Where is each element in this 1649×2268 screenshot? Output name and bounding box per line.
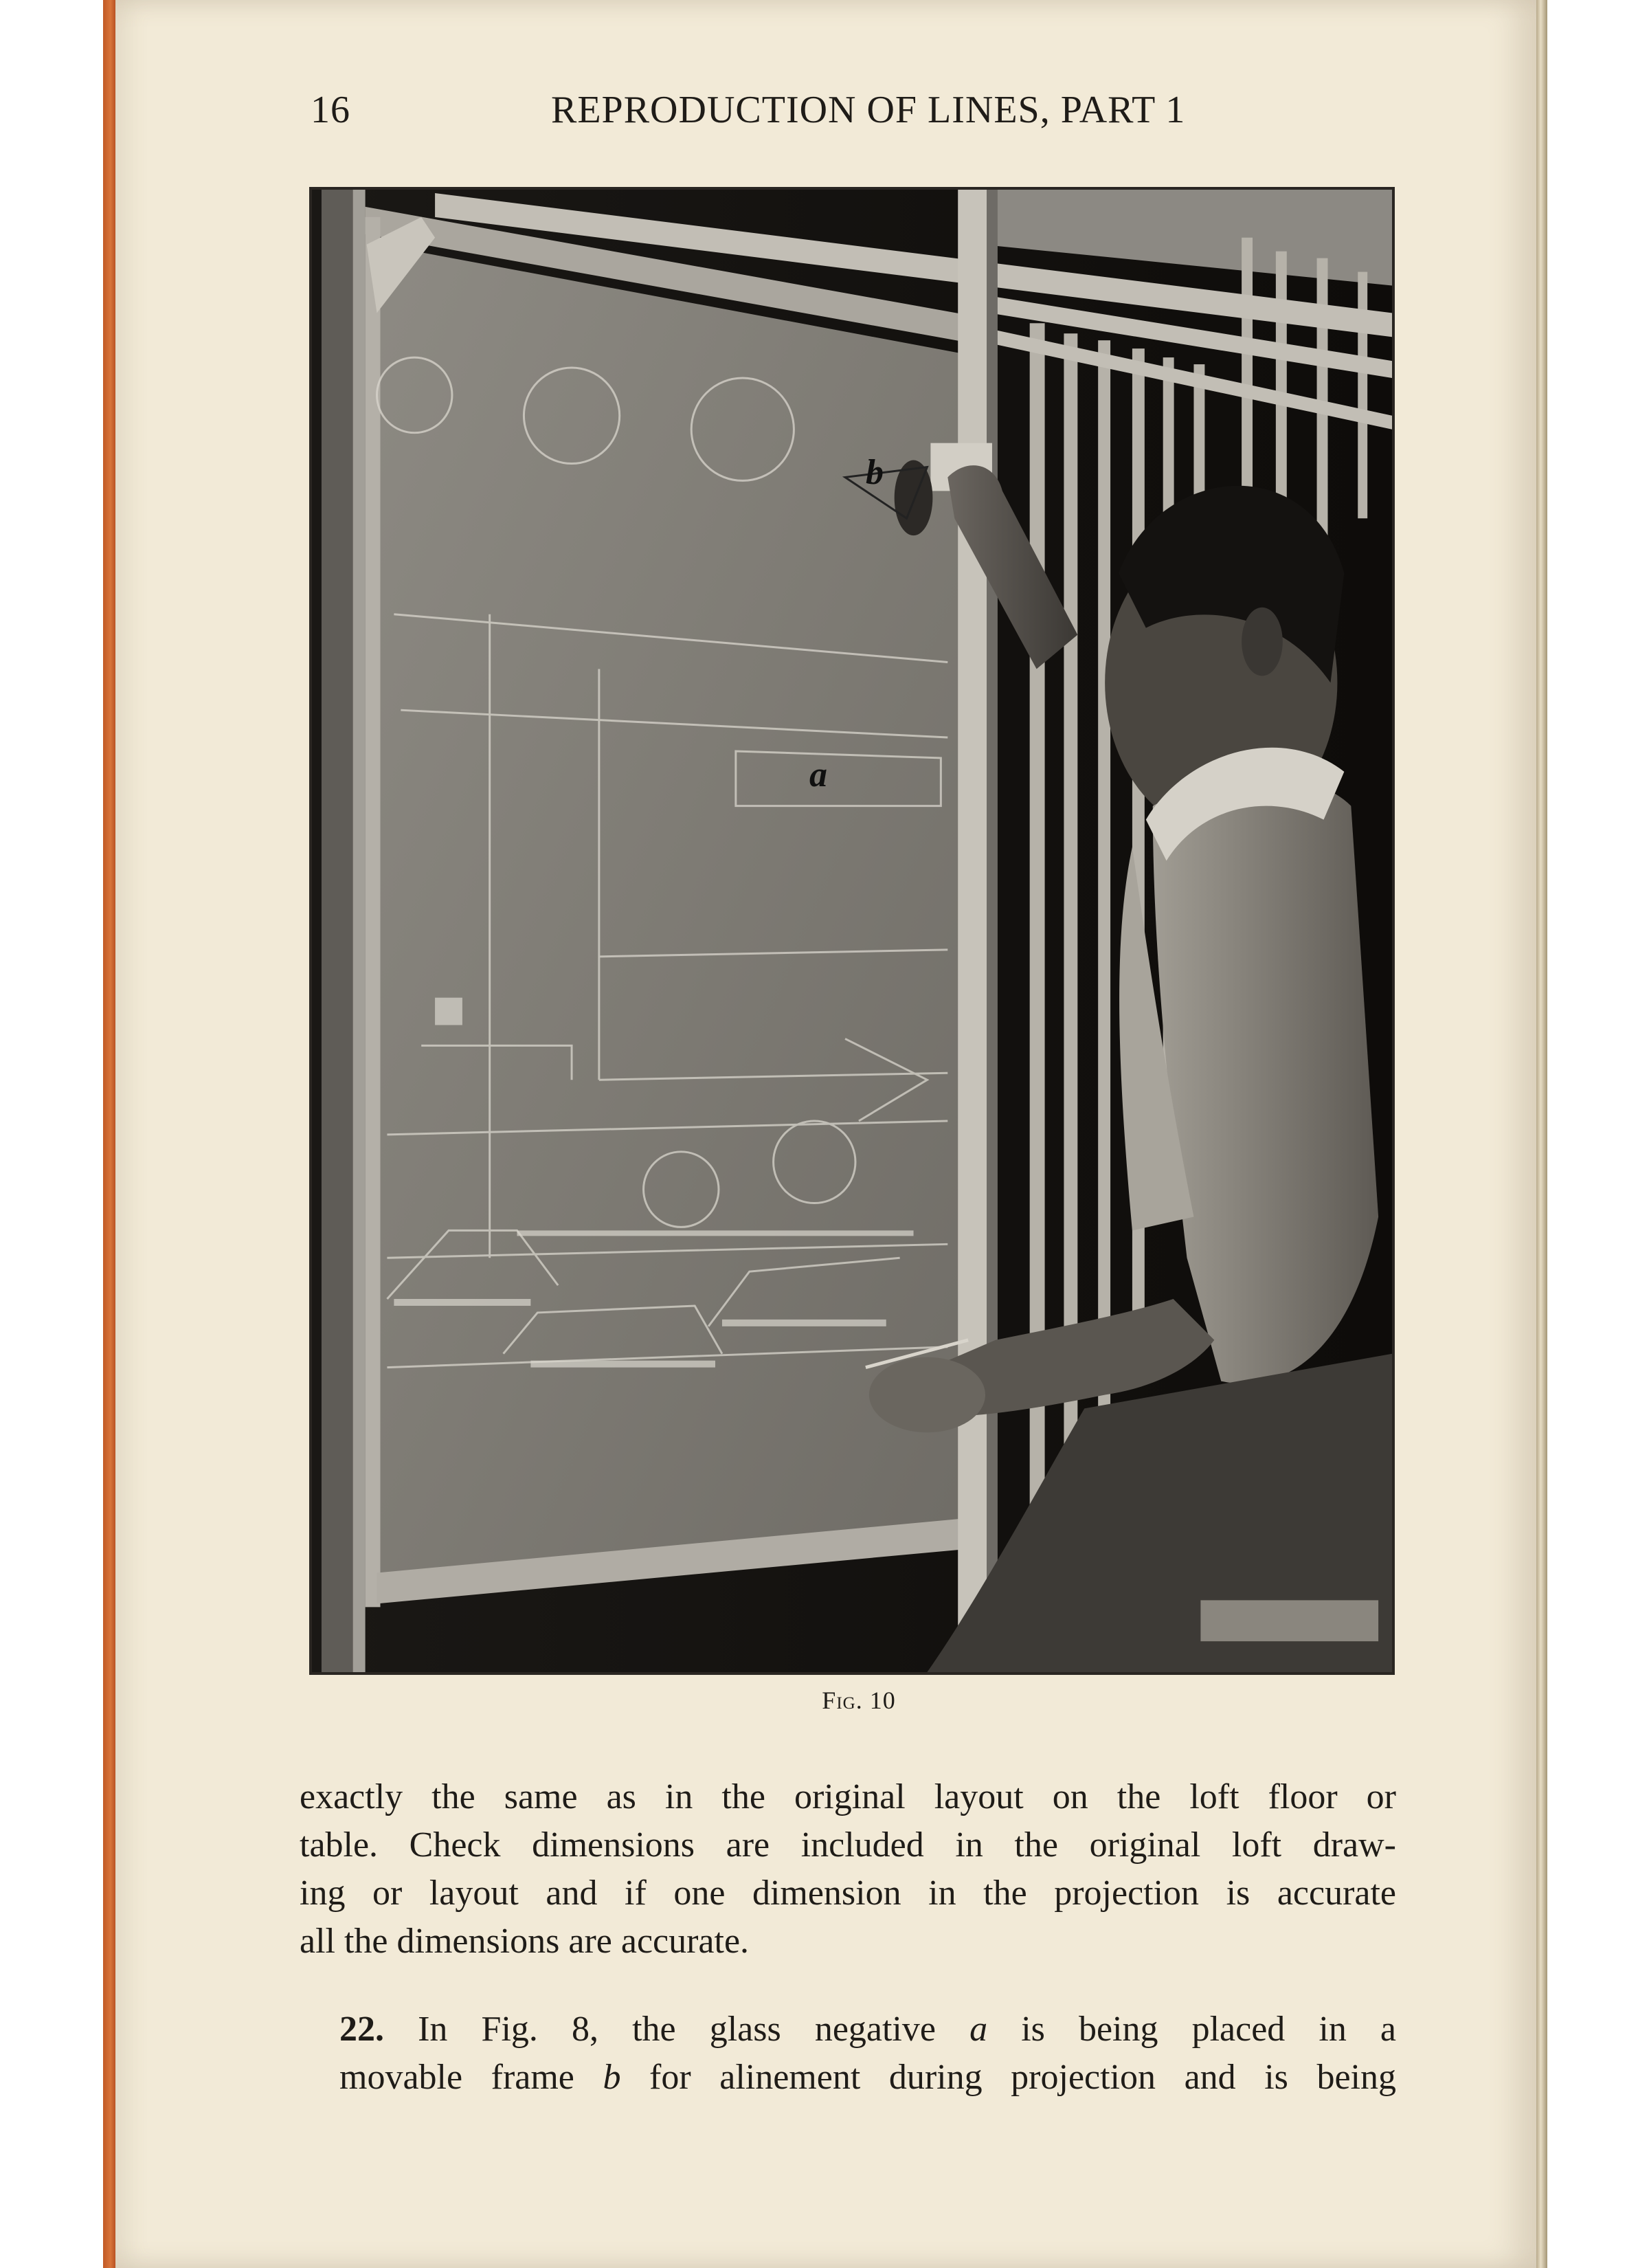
photo-illustration [312, 190, 1392, 1672]
text-line: table. Check dimensions are included in the original loft draw- [300, 1825, 1396, 1865]
variable-a: a [969, 2010, 988, 2049]
variable-b: b [603, 2058, 621, 2097]
caption-prefix: Fig. [822, 1687, 863, 1714]
page-edge [1536, 0, 1547, 2268]
figure-label-a: a [809, 755, 827, 794]
running-title: REPRODUCTION OF LINES, PART 1 [551, 89, 1186, 131]
binding-edge [103, 0, 115, 2268]
figure-photograph [309, 187, 1395, 1675]
page-number: 16 [311, 89, 350, 131]
text-line: ing or layout and if one dimension in the projection is accurate [300, 1874, 1396, 1913]
text-run: for alinement during projection and is being [649, 2058, 1397, 2097]
text-run: movable frame [339, 2058, 574, 2097]
caption-number: 10 [869, 1687, 896, 1714]
text-run: is being placed in a [1021, 2010, 1397, 2049]
paragraph-number: 22. [339, 2010, 384, 2049]
text-run: In Fig. 8, the glass negative [418, 2010, 936, 2049]
figure-caption [756, 1686, 962, 1715]
text-line [300, 2005, 1396, 2054]
text-line: exactly the same as in the original layout on the loft floor or [300, 1777, 1396, 1816]
paragraph-1 [300, 1773, 1396, 1966]
paragraph-22 [300, 2005, 1396, 2102]
text-line [300, 2054, 1396, 2102]
page-header [194, 88, 1266, 143]
figure-label-b: b [866, 453, 884, 492]
text-line: all the dimensions are accurate. [300, 1922, 750, 1961]
